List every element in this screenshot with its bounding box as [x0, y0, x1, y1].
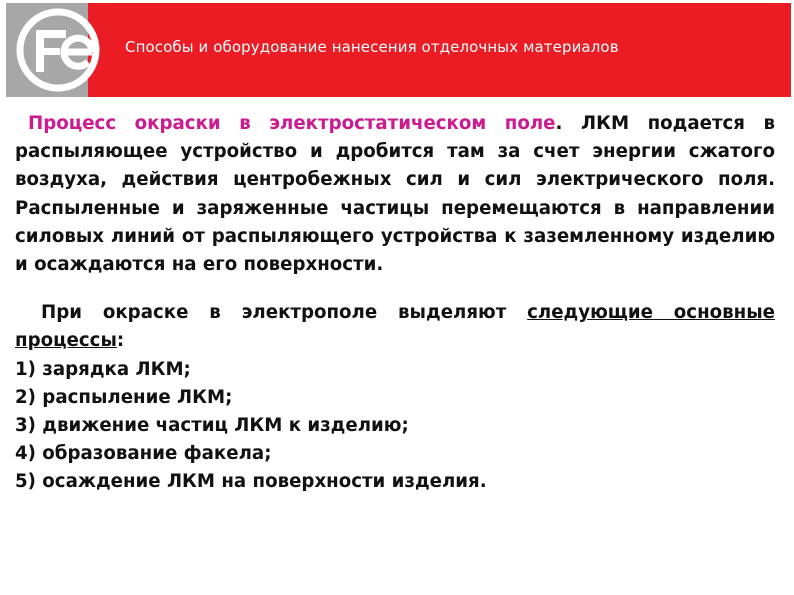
intro-text: При окраске в электрополе выделяют: [41, 302, 528, 324]
process-list: [15, 356, 775, 497]
paragraph-processes-intro: [15, 299, 775, 355]
list-item: 3) движение частиц ЛКМ к изделию;: [15, 415, 409, 437]
list-item: 1) зарядка ЛКМ;: [15, 358, 191, 380]
slide-content: [15, 110, 775, 497]
list-item: 2) распыление ЛКМ;: [15, 386, 233, 408]
list-item: 4) образование факела;: [15, 443, 272, 465]
intro-colon: :: [116, 330, 125, 352]
list-item: 5) осаждение ЛКМ на поверхности изделия.: [15, 471, 487, 493]
paragraph-process: [15, 110, 775, 279]
process-term: Процесс окраски в электростатическом поле: [28, 113, 556, 134]
page-title: Способы и оборудование нанесения отделочных материалов: [125, 38, 619, 56]
underlined-text: следующие основные процессы: [15, 302, 776, 352]
fe-logo-icon: [14, 6, 102, 94]
process-description: . ЛКМ подается в распыляющее устройство и дробится там за счет энергии сжатого воздуха, действия центробежных сил и сил электрического поля. Распыленные и заряженные частицы перемещаются в направлении силовых линий от распыляющего устройства к заземленному изделию и осаждаются на его поверхности.: [15, 113, 775, 276]
